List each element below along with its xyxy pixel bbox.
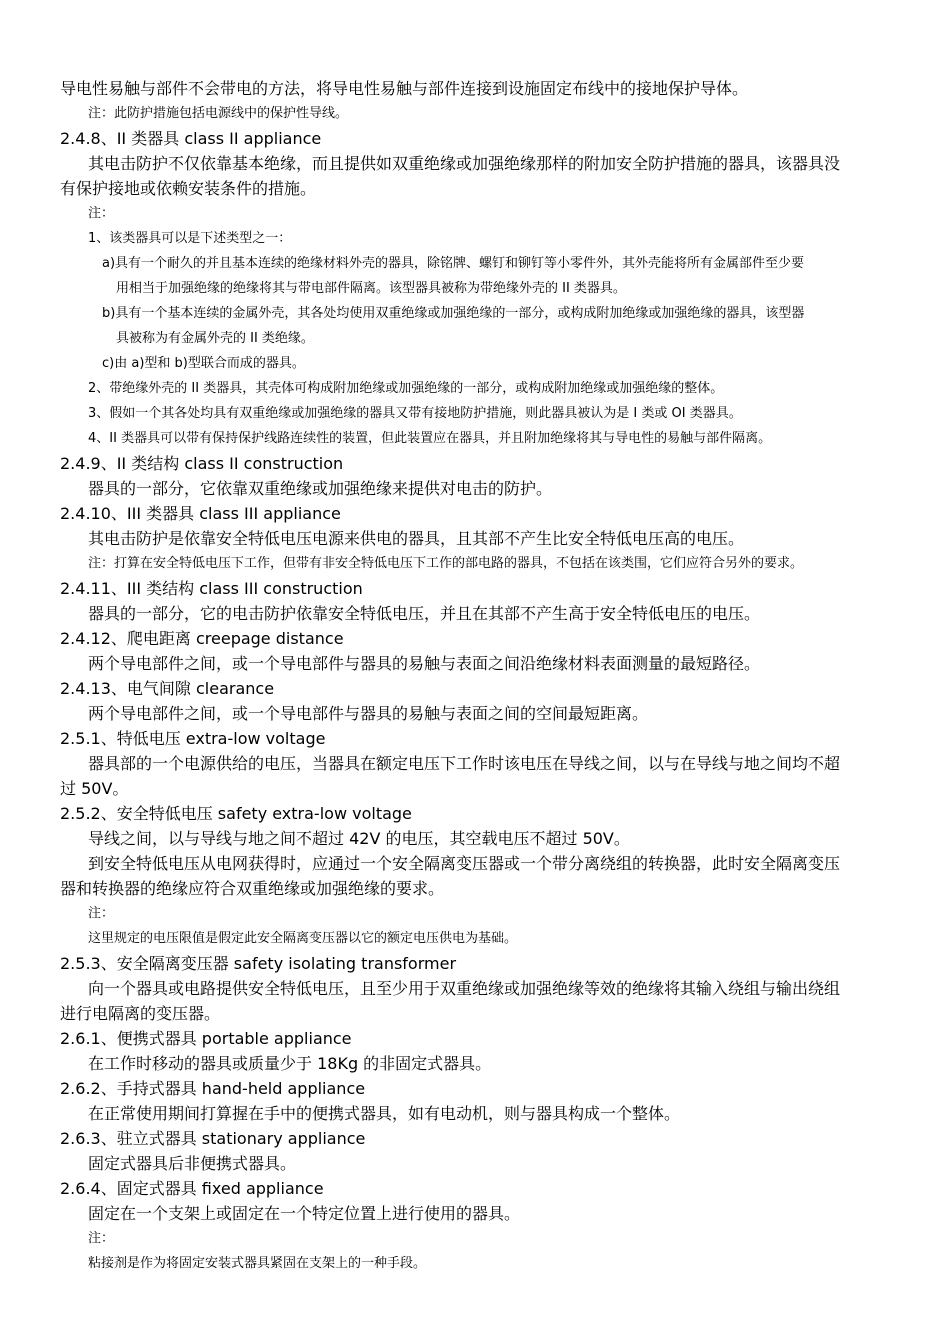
- paragraph-line: 在正常使用期间打算握在手中的便携式器具，如有电动机，则与器具构成一个整体。: [88, 1104, 681, 1123]
- note-line: 这里规定的电压限值是假定此安全隔离变压器以它的额定电压供电为基础。: [88, 931, 518, 946]
- section-heading: 2.4.13、电气间隙 clearance: [60, 679, 275, 698]
- note-line: 用相当于加强绝缘的绝缘将其与带电部件隔离。该型器具被称为带绝缘外壳的 II 类器具。: [116, 281, 626, 296]
- paragraph-line: 进行电隔离的变压器。: [60, 1004, 221, 1023]
- paragraph-line: 向一个器具或电路提供安全特低电压，且至少用于双重绝缘或加强绝缘等效的绝缘将其输入绕组与输出绕组: [88, 979, 841, 998]
- paragraph-line: 器和转换器的绝缘应符合双重绝缘或加强绝缘的要求。: [60, 879, 445, 898]
- paragraph-line: 器具部的一个电源供给的电压，当器具在额定电压下工作时该电压在导线之间，以与在导线与地之间均不超: [88, 754, 841, 773]
- section-heading: 2.4.9、II 类结构 class II construction: [60, 454, 344, 473]
- note-line: 具被称为有金属外壳的 II 类绝缘。: [116, 331, 314, 346]
- paragraph-line: 有保护接地或依赖安装条件的措施。: [60, 179, 317, 198]
- note-line: 3、假如一个其各处均具有双重绝缘或加强绝缘的器具又带有接地防护措施，则此器具被认为是 I 类或 OI 类器具。: [88, 406, 742, 421]
- paragraph-line: 到安全特低电压从电网获得时，应通过一个安全隔离变压器或一个带分离绕组的转换器，此时安全隔离变压: [88, 854, 841, 873]
- note-line: 4、II 类器具可以带有保持保护线路连续性的装置，但此装置应在器具，并且附加绝缘将其与导电性的易触与部件隔离。: [88, 431, 772, 446]
- paragraph-line: 导线之间，以与导线与地之间不超过 42V 的电压，其空载电压不超过 50V。: [88, 829, 630, 848]
- paragraph-line: 过 50V。: [60, 779, 129, 798]
- section-heading: 2.6.4、固定式器具 fixed appliance: [60, 1179, 324, 1198]
- note-label: 注：: [88, 206, 115, 221]
- section-heading: 2.6.3、驻立式器具 stationary appliance: [60, 1129, 366, 1148]
- section-heading: 2.5.2、安全特低电压 safety extra-low voltage: [60, 804, 412, 823]
- note-line: 1、该类器具可以是下述类型之一：: [88, 231, 292, 246]
- section-heading: 2.4.8、II 类器具 class II appliance: [60, 129, 322, 148]
- section-heading: 2.6.1、便携式器具 portable appliance: [60, 1029, 352, 1048]
- note-line: 注：打算在安全特低电压下工作，但带有非安全特低电压下工作的部电路的器具，不包括在该类围，它们应符合另外的要求。: [88, 556, 804, 571]
- paragraph-line: 器具的一部分，它的电击防护依靠安全特低电压，并且在其部不产生高于安全特低电压的电压。: [88, 604, 761, 623]
- paragraph-line: 固定在一个支架上或固定在一个特定位置上进行使用的器具。: [88, 1204, 521, 1223]
- note-line: 2、带绝缘外壳的 II 类器具，其壳体可构成附加绝缘或加强绝缘的一部分，或构成附加绝缘或加强绝缘的整体。: [88, 381, 724, 396]
- paragraph-line: 两个导电部件之间，或一个导电部件与器具的易触与表面之间沿绝缘材料表面测量的最短路径。: [88, 654, 761, 673]
- note-label: 注：: [88, 1231, 115, 1246]
- paragraph-line: 两个导电部件之间，或一个导电部件与器具的易触与表面之间的空间最短距离。: [88, 704, 649, 723]
- note-line: c)由 a)型和 b)型联合而成的器具。: [102, 356, 305, 371]
- note-line: a)具有一个耐久的并且基本连续的绝缘材料外壳的器具，除铭牌、螺钉和铆钉等小零件外，其外壳能将所有金属部件至少要: [102, 256, 805, 271]
- section-heading: 2.6.2、手持式器具 hand-held appliance: [60, 1079, 366, 1098]
- note-line: b)具有一个基本连续的金属外壳，其各处均使用双重绝缘或加强绝缘的一部分，或构成附加绝缘或加强绝缘的器具，该型器: [102, 306, 805, 321]
- paragraph-line: 器具的一部分，它依靠双重绝缘或加强绝缘来提供对电击的防护。: [88, 479, 553, 498]
- paragraph-line: 固定式器具后非便携式器具。: [88, 1154, 297, 1173]
- note-line: 注：此防护措施包括电源线中的保护性导线。: [88, 106, 349, 121]
- section-heading: 2.5.3、安全隔离变压器 safety isolating transformer: [60, 954, 457, 973]
- paragraph-line: 在工作时移动的器具或质量少于 18Kg 的非固定式器具。: [88, 1054, 492, 1073]
- section-heading: 2.4.11、III 类结构 class III construction: [60, 579, 363, 598]
- paragraph-line: 其电击防护不仅依靠基本绝缘，而且提供如双重绝缘或加强绝缘那样的附加安全防护措施的器具，该器具没: [88, 154, 841, 173]
- paragraph-line: 其电击防护是依靠安全特低电压电源来供电的器具，且其部不产生比安全特低电压高的电压。: [88, 529, 745, 548]
- section-heading: 2.4.10、III 类器具 class III appliance: [60, 504, 341, 523]
- paragraph-line: 导电性易触与部件不会带电的方法，将导电性易触与部件连接到设施固定布线中的接地保护导体。: [60, 79, 749, 98]
- note-label: 注：: [88, 906, 115, 921]
- section-heading: 2.4.12、爬电距离 creepage distance: [60, 629, 344, 648]
- note-line: 粘接剂是作为将固定安装式器具紧固在支架上的一种手段。: [88, 1256, 427, 1271]
- section-heading: 2.5.1、特低电压 extra-low voltage: [60, 729, 326, 748]
